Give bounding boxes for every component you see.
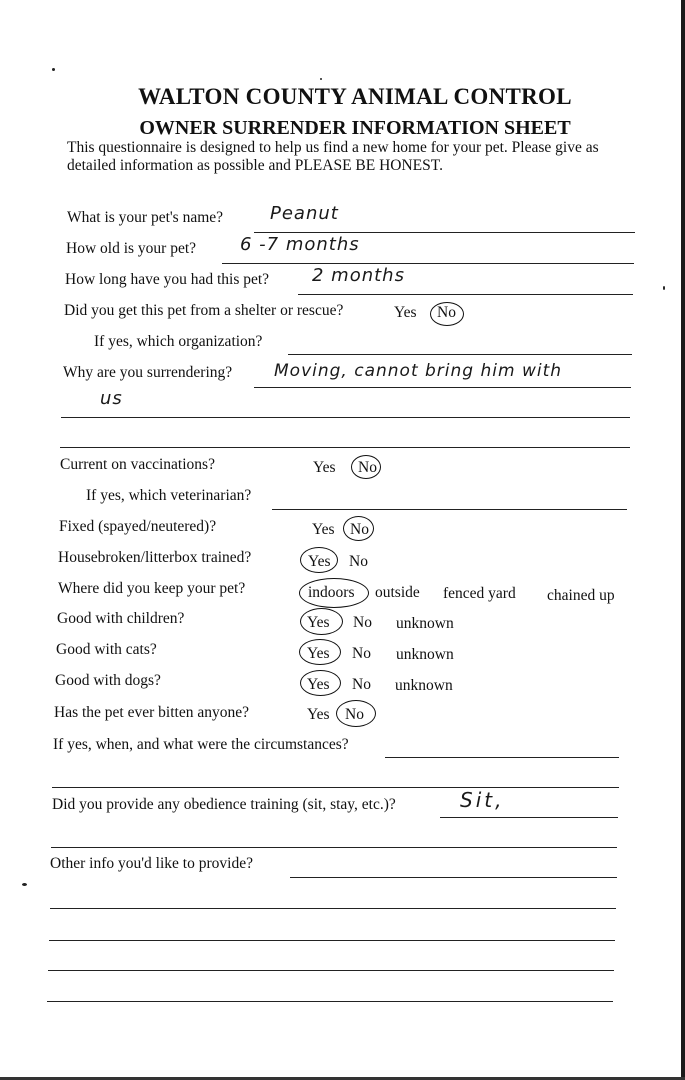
bitten-no-option[interactable]: No — [345, 706, 364, 723]
scan-speck — [52, 68, 55, 71]
other-info-line-1 — [290, 877, 617, 878]
kept-indoors-option[interactable]: indoors — [308, 584, 355, 601]
kept-selection-circle — [299, 578, 369, 608]
scan-speck — [320, 78, 322, 80]
housebroken-yes-option[interactable]: Yes — [308, 553, 331, 570]
pet-age-label: How old is your pet? — [66, 240, 197, 257]
fixed-no-option[interactable]: No — [350, 521, 369, 538]
good-children-unknown-option[interactable]: unknown — [396, 615, 454, 632]
good-dogs-unknown-option[interactable]: unknown — [395, 677, 453, 694]
good-cats-label: Good with cats? — [56, 641, 157, 658]
good-cats-selection-circle — [299, 639, 341, 665]
good-children-yes-option[interactable]: Yes — [307, 614, 330, 631]
reason-label: Why are you surrendering? — [63, 364, 233, 381]
pet-name-answer[interactable]: Peanut — [270, 203, 339, 224]
other-info-line-5 — [47, 1001, 613, 1002]
reason-answer-line1[interactable]: Moving, cannot bring him with — [274, 361, 563, 381]
scan-speck — [22, 883, 27, 886]
kept-fenced-yard-option[interactable]: fenced yard — [443, 585, 516, 602]
good-dogs-selection-circle — [300, 670, 341, 696]
form-org-title: WALTON COUNTY ANIMAL CONTROL — [138, 84, 572, 109]
vaccinations-no-option[interactable]: No — [358, 459, 377, 476]
time-owned-line — [298, 294, 633, 295]
bite-circumstances-line-1 — [385, 757, 619, 758]
pet-name-label: What is your pet's name? — [67, 209, 224, 226]
other-info-line-3 — [49, 940, 615, 941]
good-cats-no-option[interactable]: No — [352, 645, 371, 662]
from-shelter-no-option[interactable]: No — [437, 304, 456, 321]
time-owned-answer[interactable]: 2 months — [312, 265, 405, 286]
from-shelter-selection-circle — [430, 302, 464, 326]
fixed-label: Fixed (spayed/neutered)? — [59, 518, 217, 535]
veterinarian-line — [272, 509, 627, 510]
veterinarian-label: If yes, which veterinarian? — [86, 487, 252, 504]
scan-edge-right — [681, 0, 685, 1080]
vaccinations-label: Current on vaccinations? — [60, 456, 215, 473]
pet-age-line — [222, 263, 634, 264]
kept-label: Where did you keep your pet? — [58, 580, 246, 597]
training-line-1 — [440, 817, 618, 818]
housebroken-selection-circle — [300, 547, 338, 573]
good-dogs-yes-option[interactable]: Yes — [307, 676, 330, 693]
other-info-label: Other info you'd like to provide? — [50, 855, 253, 872]
form-intro: This questionnaire is designed to help us find a new home for your pet. Please give as detailed information as possible and PLEASE BE HONEST. — [67, 139, 599, 174]
fixed-yes-option[interactable]: Yes — [312, 521, 335, 538]
good-cats-unknown-option[interactable]: unknown — [396, 646, 454, 663]
bite-circumstances-line-2 — [52, 787, 619, 788]
fixed-selection-circle — [343, 516, 374, 541]
bitten-yes-option[interactable]: Yes — [307, 706, 330, 723]
good-children-selection-circle — [300, 608, 343, 635]
time-owned-label: How long have you had this pet? — [65, 271, 270, 288]
reason-line-2 — [61, 417, 630, 418]
reason-line-1 — [254, 387, 631, 388]
other-info-line-4 — [48, 970, 614, 971]
training-label: Did you provide any obedience training (sit, stay, etc.)? — [52, 796, 396, 813]
training-line-2 — [51, 847, 617, 848]
good-dogs-no-option[interactable]: No — [352, 676, 371, 693]
kept-chained-up-option[interactable]: chained up — [547, 587, 615, 604]
pet-age-answer[interactable]: 6 -7 months — [240, 234, 360, 255]
training-answer[interactable]: Sit, — [460, 788, 505, 812]
vaccinations-yes-option[interactable]: Yes — [313, 459, 336, 476]
pet-name-line — [254, 232, 635, 233]
housebroken-label: Housebroken/litterbox trained? — [58, 549, 252, 566]
reason-answer-line2[interactable]: us — [100, 388, 123, 409]
good-dogs-label: Good with dogs? — [55, 672, 161, 689]
housebroken-no-option[interactable]: No — [349, 553, 368, 570]
bitten-selection-circle — [336, 700, 376, 727]
organization-label: If yes, which organization? — [94, 333, 263, 350]
reason-line-3 — [60, 447, 630, 448]
organization-line — [288, 354, 632, 355]
other-info-line-2 — [50, 908, 616, 909]
from-shelter-yes-option[interactable]: Yes — [394, 304, 417, 321]
good-children-label: Good with children? — [57, 610, 185, 627]
bite-circumstances-label: If yes, when, and what were the circumstances? — [53, 736, 349, 753]
form-sheet-title: OWNER SURRENDER INFORMATION SHEET — [139, 117, 571, 139]
scan-speck — [663, 286, 665, 290]
kept-outside-option[interactable]: outside — [375, 584, 420, 601]
from-shelter-label: Did you get this pet from a shelter or rescue? — [64, 302, 344, 319]
good-cats-yes-option[interactable]: Yes — [307, 645, 330, 662]
good-children-no-option[interactable]: No — [353, 614, 372, 631]
vaccinations-selection-circle — [351, 455, 381, 479]
bitten-label: Has the pet ever bitten anyone? — [54, 704, 249, 721]
